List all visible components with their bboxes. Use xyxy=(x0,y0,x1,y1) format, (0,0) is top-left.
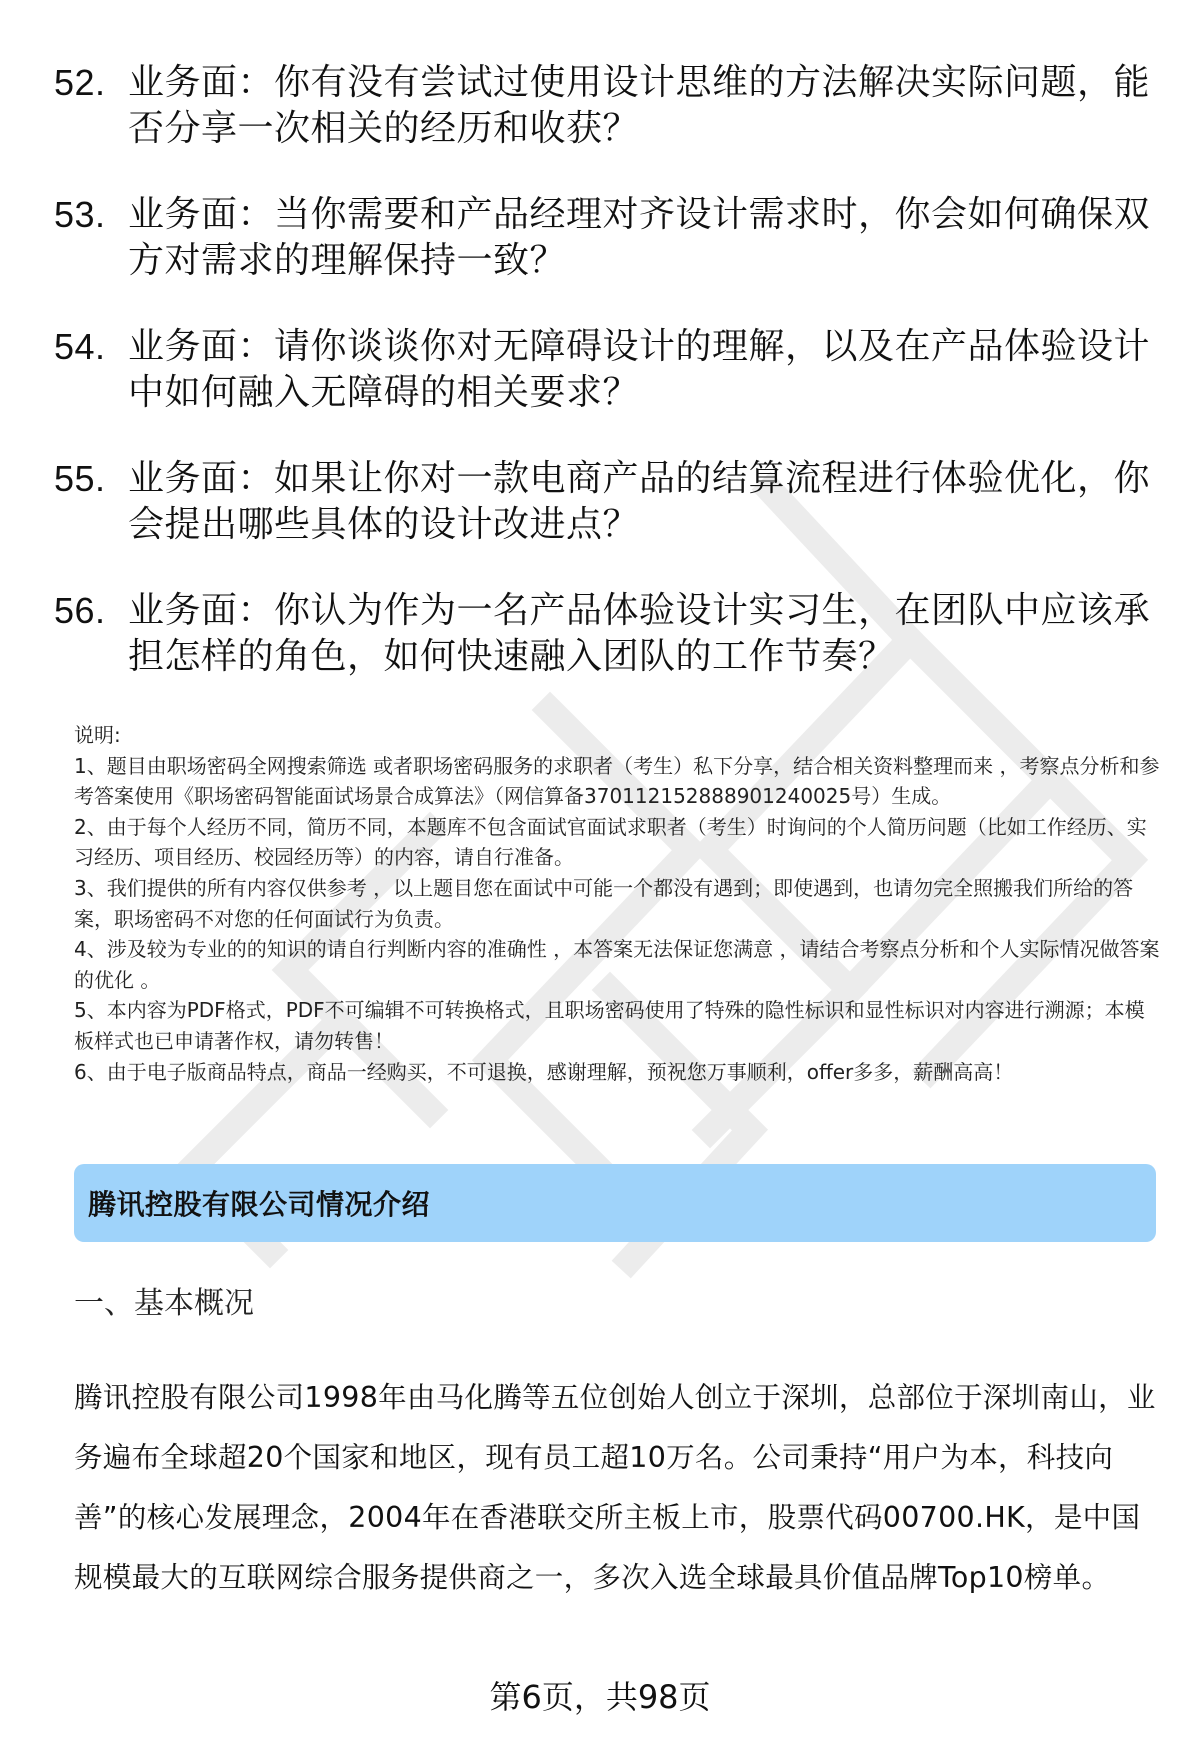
question-text: 业务面：请你谈谈你对无障碍设计的理解，以及在产品体验设计中如何融入无障碍的相关要求？ xyxy=(128,326,1151,413)
section-subheading: 一、基本概况 xyxy=(74,1286,254,1321)
question-number: 56. xyxy=(54,590,106,631)
note-item: 2、由于每个人经历不同，简历不同，本题库不包含面试官面试求职者（考生）时询问的个人简历问题（比如工作经历、实习经历、项目经历、校园经历等）的内容，请自行准备。 xyxy=(74,814,1147,870)
question-text: 业务面：你有没有尝试过使用设计思维的方法解决实际问题，能否分享一次相关的经历和收获？ xyxy=(128,62,1151,149)
question-text: 业务面：如果让你对一款电商产品的结算流程进行体验优化，你会提出哪些具体的设计改进点？ xyxy=(128,458,1151,545)
section-header-bar xyxy=(74,1164,1156,1242)
question-number: 55. xyxy=(54,458,106,499)
note-item: 1、题目由职场密码全网搜索筛选 或者职场密码服务的求职者（考生）私下分享，结合相关资料整理而来 ，考察点分析和参考答案使用《职场密码智能面试场景合成算法》（网信算备370112152888901240025号）生成。 xyxy=(74,753,1160,809)
company-overview-paragraph xyxy=(74,1368,1164,1608)
overview-text: 腾讯控股有限公司1998年由马化腾等五位创始人创立于深圳，总部位于深圳南山，业务遍布全球超20个国家和地区，现有员工超10万名。公司秉持“用户为本，科技向善”的核心发展理念，2004年在香港联交所主板上市，股票代码00700.HK，是中国规模最大的互联网综合服务提供商之一，多次入选全球最具价值品牌Top10榜单。 xyxy=(74,1381,1156,1594)
question-number: 52. xyxy=(54,62,106,103)
note-item: 5、本内容为PDF格式，PDF不可编辑不可转换格式，且职场密码使用了特殊的隐性标识和显性标识对内容进行溯源；本模板样式也已申请著作权，请勿转售！ xyxy=(74,998,1145,1053)
question-number: 53. xyxy=(54,194,106,235)
question-item xyxy=(54,192,1154,284)
note-item: 3、我们提供的所有内容仅供参考 ，以上题目您在面试中可能一个都没有遇到；即使遇到，也请勿完全照搬我们所给的答案，职场密码不对您的任何面试行为负责。 xyxy=(74,875,1134,931)
question-text: 业务面：当你需要和产品经理对齐设计需求时，你会如何确保双方对需求的理解保持一致？ xyxy=(128,194,1151,281)
question-number: 54. xyxy=(54,326,106,367)
question-item xyxy=(54,588,1154,680)
question-item xyxy=(54,60,1154,152)
note-item: 4、涉及较为专业的的知识的请自行判断内容的准确性 ，本答案无法保证您满意 ，请结合考察点分析和个人实际情况做答案的优化 。 xyxy=(74,937,1160,992)
disclaimer-notes xyxy=(74,720,1164,1087)
question-list xyxy=(54,60,1154,720)
question-text: 业务面：你认为作为一名产品体验设计实习生，在团队中应该承担怎样的角色，如何快速融入团队的工作节奏？ xyxy=(128,590,1151,677)
notes-title: 说明: xyxy=(74,723,121,747)
note-item: 6、由于电子版商品特点，商品一经购买，不可退换，感谢理解，预祝您万事顺利，offer多多，薪酬高高！ xyxy=(74,1059,1014,1084)
page-number-footer: 第6页，共98页 xyxy=(489,1678,711,1716)
section-title: 腾讯控股有限公司情况介绍 xyxy=(88,1188,431,1221)
question-item xyxy=(54,456,1154,548)
question-item xyxy=(54,324,1154,416)
